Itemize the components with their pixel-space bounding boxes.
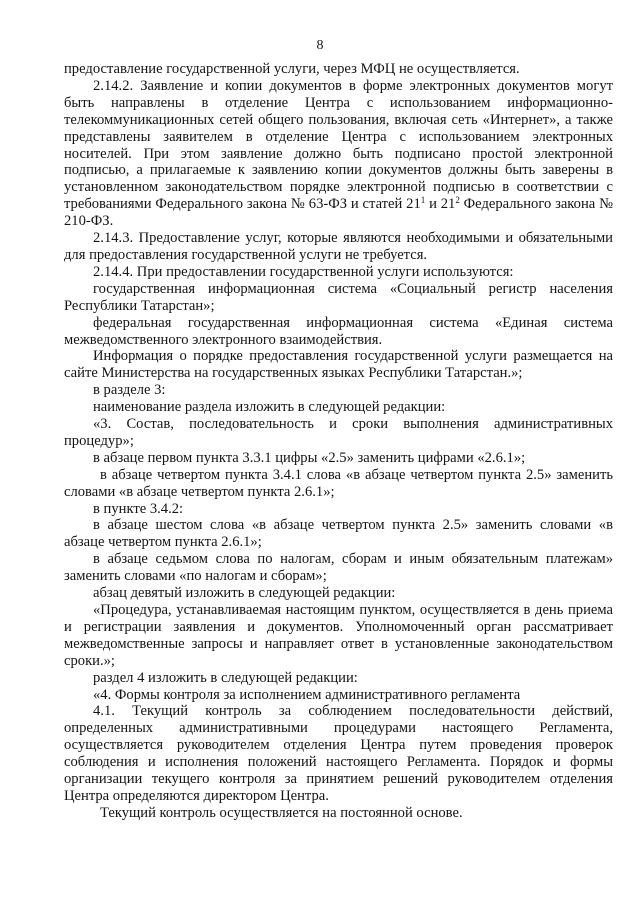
paragraph-ninth-abzac: абзац девятый изложить в следующей редакции: (93, 585, 396, 602)
paragraph-section-3: в разделе 3: (93, 382, 166, 399)
paragraph-2-14-2: 2.14.2. Заявление и копии документов в форме электронных документов могут быть направлены в отделение Центра с использованием информационно-телекоммуникационных сетей общего пользования, включая сеть «Интернет», а также представлены заявителем в отделение Центра с использованием электронных носителей. При этом заявление должно быть подписано простой электронной подписью, а прилагаемые к заявлению копии документов должны быть заверены в установленном законодательством порядке электронной подписью в соответствии с требованиями Федерального закона № 63-ФЗ и статей $21^1$ и $21^2$ Федерального закона № 210-ФЗ. (64, 77, 613, 230)
paragraph-2-14-3: 2.14.3. Предоставление услуг, которые являются необходимыми и обязательными для предоставления государственной услуги не требуется. (64, 230, 613, 263)
paragraph-section-4: раздел 4 изложить в следующей редакции: (93, 669, 358, 686)
paragraph-procedure: «Процедура, устанавливаемая настоящим пунктом, осуществляется в день приема и регистрации заявления и документов. Уполномоченный орган рассматривает межведомственные запросы и направляет ответ в установленные законодательством сроки.»; (64, 602, 613, 669)
page-number: 8 (316, 38, 324, 53)
paragraph-social-register: государственная информационная система «Социальный регистр населения Республики Татарстан»; (64, 280, 613, 314)
paragraph-2-14-4: 2.14.4. При предоставлении государственной услуги используются: (93, 263, 514, 280)
paragraph-1: предоставление государственной услуги, через МФЦ не осуществляется. (64, 61, 520, 77)
paragraph-ongoing-control: Текущий контроль осуществляется на постоянной основе. (100, 804, 463, 821)
paragraph-4-1: 4.1. Текущий контроль за соблюдением последовательности действий, определенных административными процедурами настоящего Регламента, осуществляется руководителем отделения Центра путем проведения проверок соблюдения и исполнения положений настоящего Регламента. Порядок и формы организации текущего контроля за принятием решений руководителем отделения Центра определяются директором Центра. (64, 703, 613, 804)
paragraph-section-3-title: «3. Состав, последовательность и сроки выполнения административных процедур»; (64, 416, 613, 449)
document-body (64, 61, 613, 822)
paragraph-languages: Информация о порядке предоставления государственной услуги размещается на сайте Министерства на государственных языках Республики Татарстан.»; (64, 348, 613, 382)
paragraph-3-4-1: в абзаце четвертом пункта 3.4.1 слова «в абзаце четвертом пункта 2.5» заменить словами «в абзаце четвертом пункта 2.6.1»; (64, 466, 613, 500)
paragraph-sixth-abzac: в абзаце шестом слова «в абзаце четвертом пункта 2.5» заменить словами «в абзаце четвертом пункта 2.6.1»; (64, 517, 613, 551)
paragraph-seventh-abzac: в абзаце седьмом слова по налогам, сборам и иным обязательным платежам» заменить словами «по налогам и сборам»; (64, 551, 613, 585)
paragraph-section-name: наименование раздела изложить в следующей редакции: (93, 399, 446, 416)
paragraph-3-3-1: в абзаце первом пункта 3.3.1 цифры «2.5» заменить цифрами «2.6.1»; (93, 449, 526, 466)
paragraph-3-4-2: в пункте 3.4.2: (93, 500, 184, 517)
paragraph-smev: федеральная государственная информационная система «Единая система межведомственного электронного взаимодействия. (64, 314, 613, 348)
paragraph-section-4-title: «4. Формы контроля за исполнением административного регламента (93, 686, 521, 703)
